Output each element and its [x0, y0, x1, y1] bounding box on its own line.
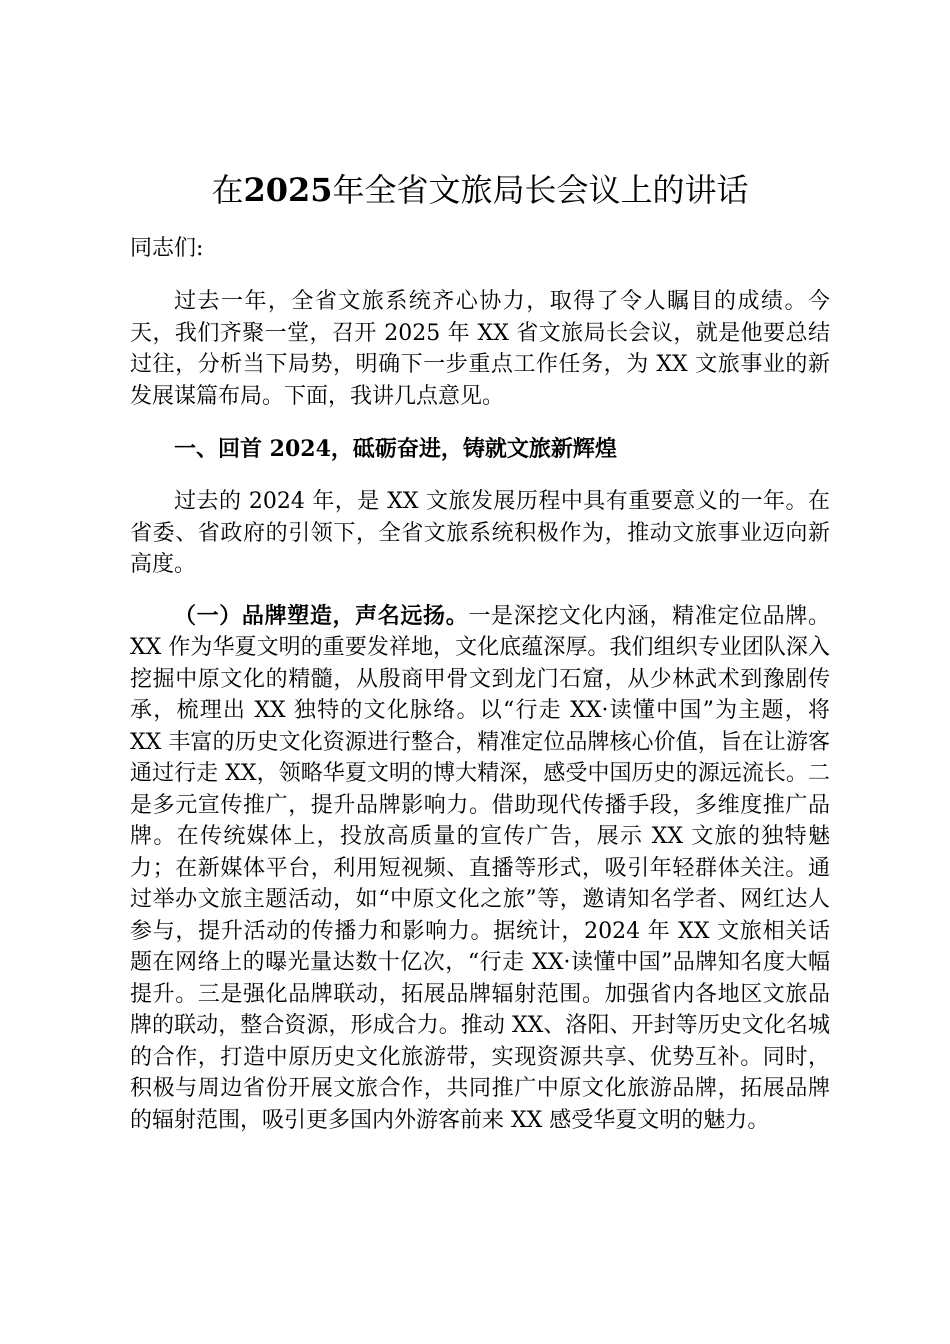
section-intro-paragraph: 过去的 2024 年，是 XX 文旅发展历程中具有重要意义的一年。在省委、省政府的引领下，全省文旅系统积极作为，推动文旅事业迈向新高度。 [130, 489, 830, 577]
title-prefix: 在 [211, 171, 244, 209]
title-year: 2025 [243, 171, 333, 209]
document-page [130, 168, 830, 1156]
subsection-paragraph-1 [130, 601, 830, 1137]
subsection-body: 一是深挖文化内涵，精准定位品牌。XX 作为华夏文明的重要发祥地，文化底蕴深厚。我们组织专业团队深入挖掘中原文化的精髓，从殷商甲骨文到龙门石窟，从少林武术到豫剧传承，梳理出 XX 独特的文化脉络。以“行走 XX·读懂中国”为主题，将 XX 丰富的历史文化资源进行整合，精准定位品牌核心价值，旨在让游客通过行走 XX，领略华夏文明的博大精深，感受中国历史的源远流长。二是多元宣传推广，提升品牌影响力。借助现代传播手段，多维度推广品牌。在传统媒体上，投放高质量的宣传广告，展示 XX 文旅的独特魅力；在新媒体平台，利用短视频、直播等形式，吸引年轻群体关注。通过举办文旅主题活动，如“中原文化之旅”等，邀请知名学者、网红达人参与，提升活动的传播力和影响力。据统计，2024 年 XX 文旅相关话题在网络上的曝光量达数十亿次，“行走 XX·读懂中国”品牌知名度大幅提升。三是强化品牌联动，拓展品牌辐射范围。加强省内各地区文旅品牌的联动，整合资源，形成合力。推动 XX、洛阳、开封等历史文化名城的合作，打造中原历史文化旅游带，实现资源共享、优势互补。同时，积极与周边省份开展文旅合作，共同推广中原文化旅游品牌，拓展品牌的辐射范围，吸引更多国内外游客前来 XX 感受华夏文明的魅力。 [130, 603, 830, 1133]
title-suffix: 年全省文旅局长会议上的讲话 [332, 171, 749, 209]
greeting: 同志们: [130, 236, 204, 261]
page-title [130, 168, 830, 212]
section-heading-1: 一、回首 2024，砥砺奋进，铸就文旅新辉煌 [174, 436, 617, 462]
intro-paragraph: 过去一年，全省文旅系统齐心协力，取得了令人瞩目的成绩。今天，我们齐聚一堂，召开 2025 年 XX 省文旅局长会议，就是他要总结过往，分析当下局势，明确下一步重点工作任务，为 XX 文旅事业的新发展谋篇布局。下面，我讲几点意见。 [130, 289, 830, 409]
subsection-lead: （一）品牌塑造，声名远扬。 [174, 602, 469, 629]
